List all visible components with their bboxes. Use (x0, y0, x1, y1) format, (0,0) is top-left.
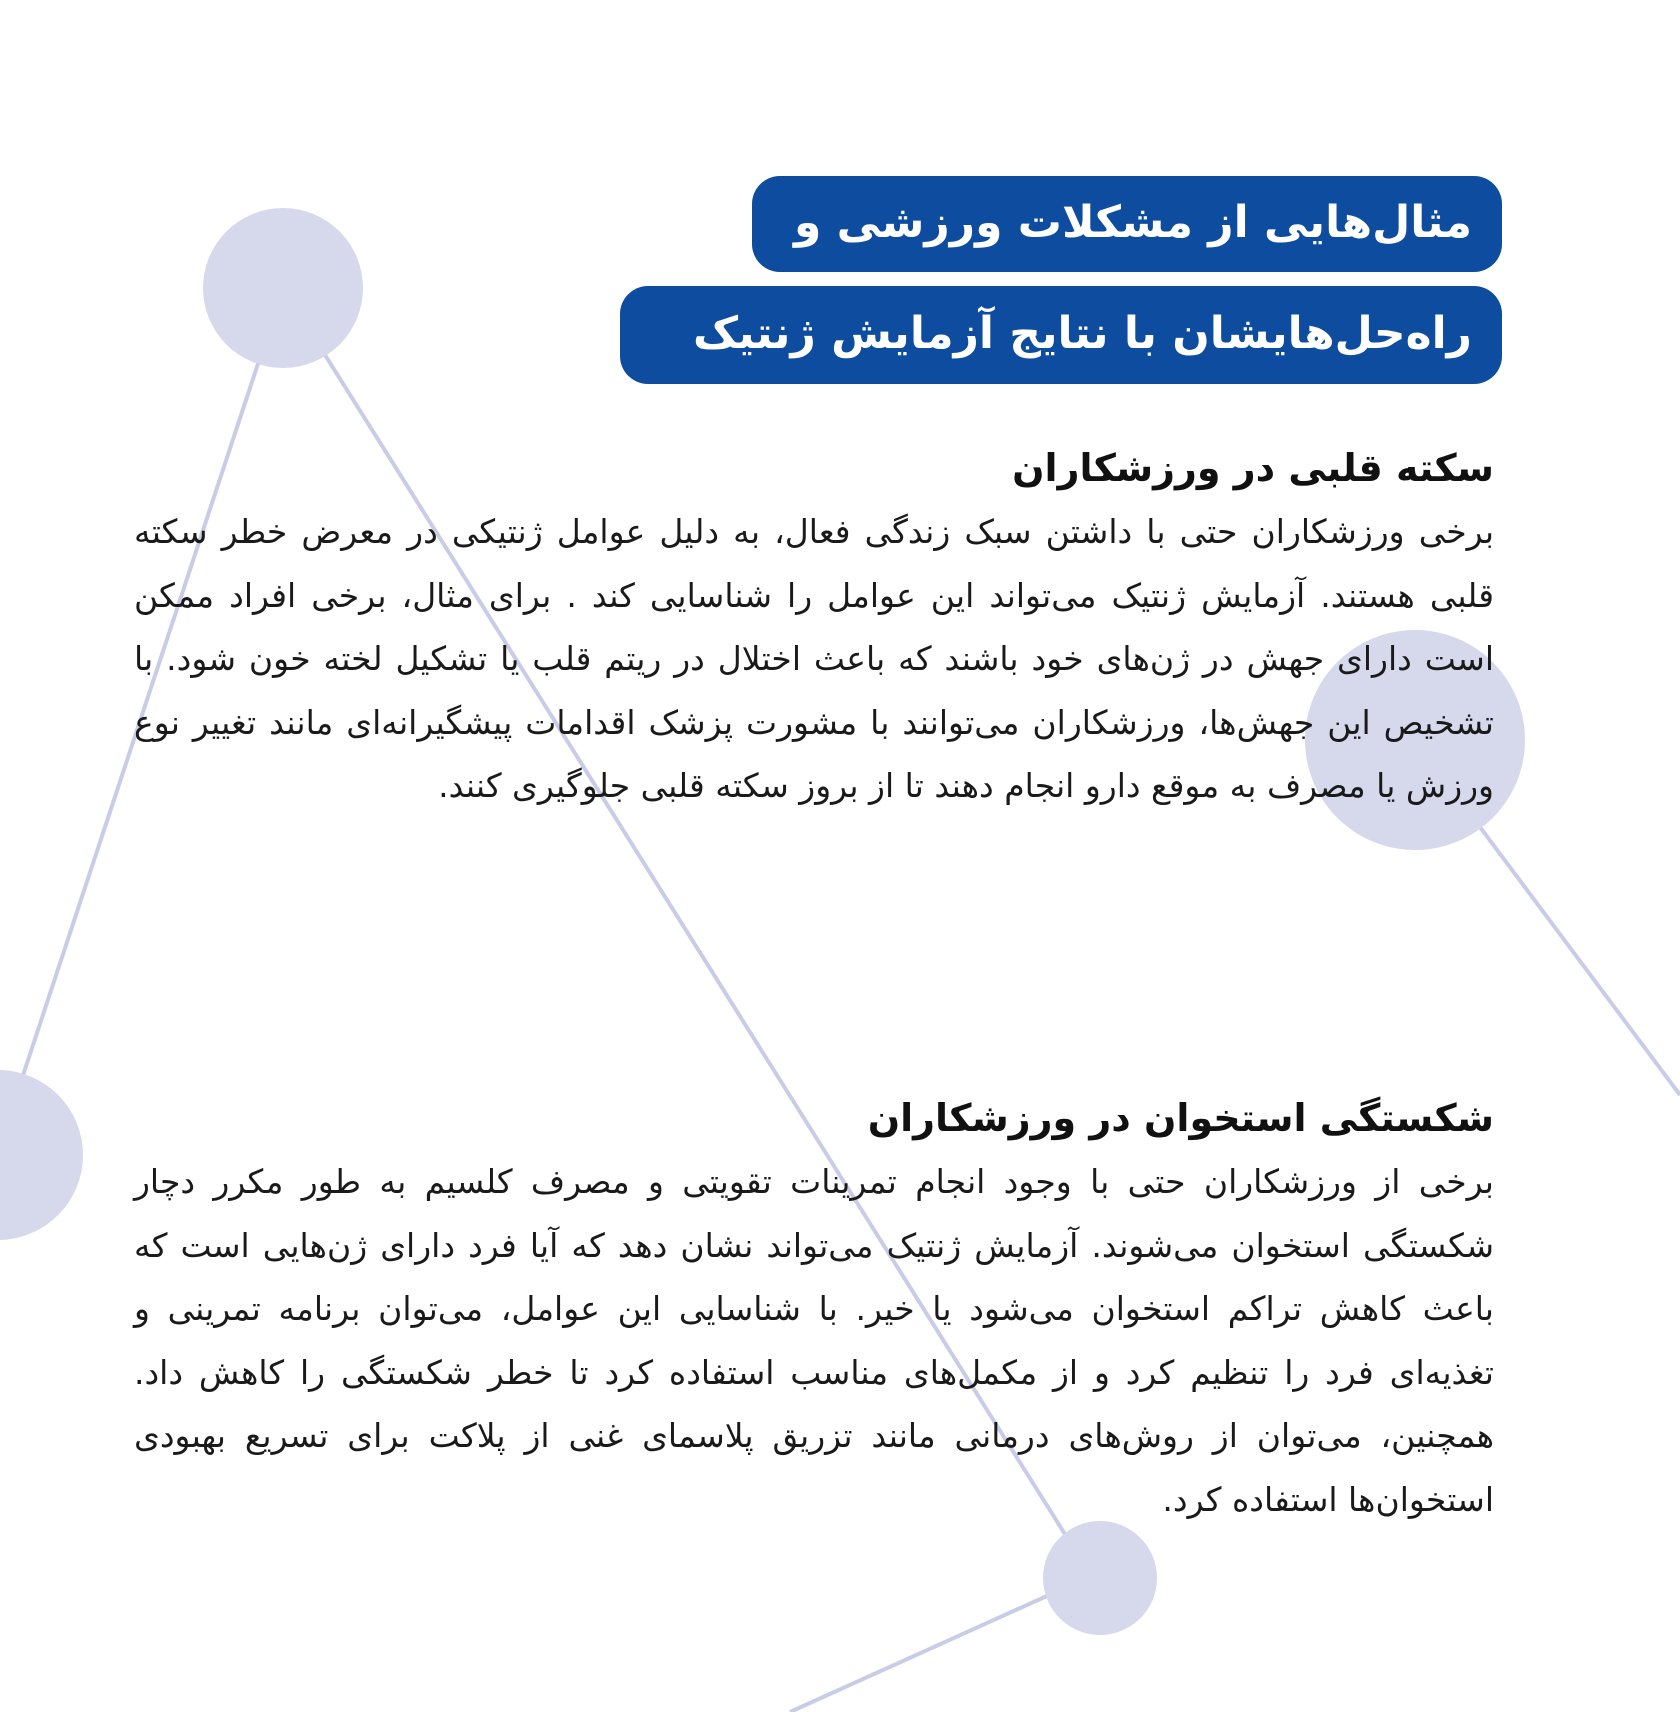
title-line-2: راه‌حل‌هایشان با نتایج آزمایش ژنتیک (620, 286, 1502, 384)
section-heart-attack (134, 438, 1494, 818)
title-line-1: مثال‌هایی از مشکلات ورزشی و (752, 176, 1502, 272)
section-body: برخی از ورزشکاران حتی با وجود انجام تمرینات تقویتی و مصرف کلسیم به طور مکرر دچار شکستگی استخوان می‌شوند. آزمایش ژنتیک می‌تواند نشان دهد که آیا فرد دارای ژن‌هایی است که باعث کاهش تراکم استخوان می‌شود یا خیر. با شناسایی این عوامل، می‌توان برنامه تمرینی و تغذیه‌ای فرد را تنظیم کرد و از مکمل‌های مناسب استفاده کرد تا خطر شکستگی را کاهش داد. همچنین، می‌توان از روش‌های درمانی مانند تزریق پلاسمای غنی از پلاکت برای تسریع بهبودی استخوان‌ها استفاده کرد. (134, 1162, 1494, 1519)
section-body: برخی ورزشکاران حتی با داشتن سبک زندگی فعال، به دلیل عوامل ژنتیکی در معرض خطر سکته قلبی هستند. آزمایش ژنتیک می‌تواند این عوامل را شناسایی کند . برای مثال، برخی افراد ممکن است دارای جهش در ژن‌های خود باشند که باعث اختلال در ریتم قلب یا تشکیل لخته خون شود. با تشخیص این جهش‌ها، ورزشکاران می‌توانند با مشورت پزشک اقدامات پیشگیرانه‌ای مانند تغییر نوع ورزش یا مصرف به موقع دارو انجام دهند تا از بروز سکته قلبی جلوگیری کنند. (134, 512, 1494, 805)
section-heading: شکستگی استخوان در ورزشکاران (867, 1096, 1494, 1140)
section-heading: سکته قلبی در ورزشکاران (1012, 446, 1494, 490)
section-bone-fracture (134, 1088, 1494, 1531)
